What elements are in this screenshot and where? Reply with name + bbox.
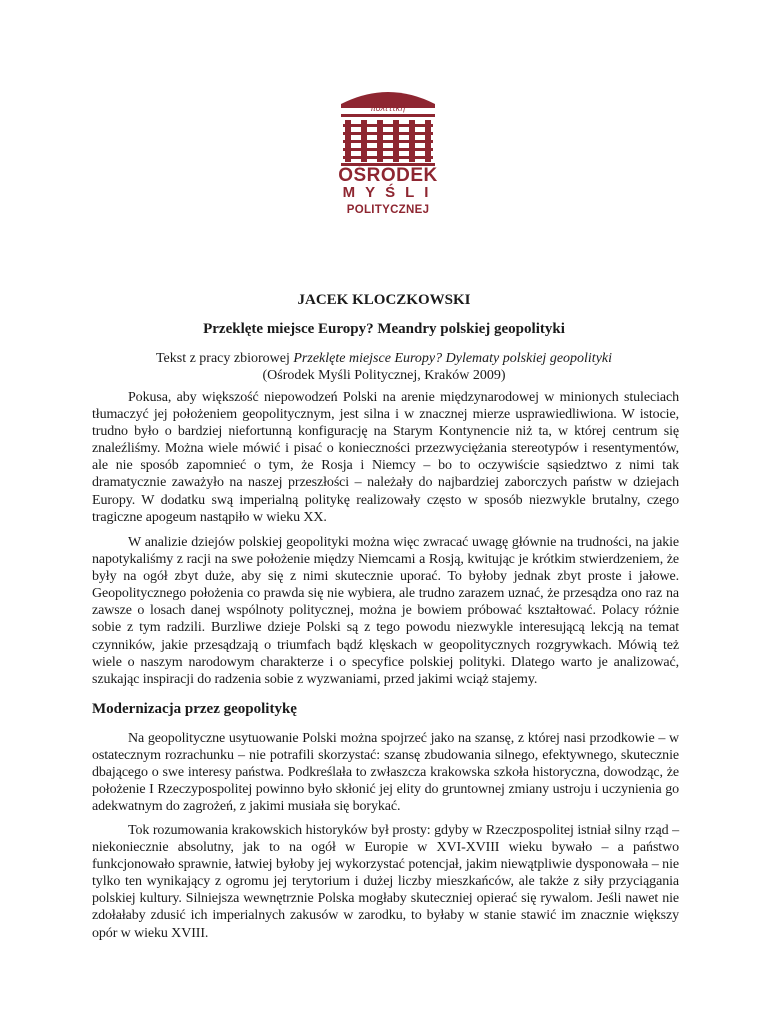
body-paragraph-3 <box>92 730 679 815</box>
source-publisher: (Ośrodek Myśli Politycznej, Kraków 2009) <box>262 368 506 383</box>
paragraph-text: W analizie dziejów polskiej geopolityki można więc zwracać uwagę głównie na trudności, na jakie napotykaliśmy z racji na swe położenie między Niemcami a Rosją, kwitując je krótkim stwierdzeniem, że były na ogół zbyt duże, aby się z nimi skutecznie uporać. To byłoby jednak zbyt proste i jałowe. Geopolitycznego położenia co prawda się nie wybiera, ale trudno zarazem uznać, że przesądza ono raz na zawsze o losach danej wspólnoty politycznej, można je bowiem próbować kształtować. Polacy różnie sobie z tym radzili. Burzliwe dzieje Polski są z tego powodu niezwykle interesującą lekcją na temat czynników, jakie przesądzają o triumfach bądź klęskach w geopolitycznych rozgrywkach. Mówią też wiele o naszym narodowym charakterze i o specyfice polskiej polityki. Dlatego warto je analizować, szukając inspiracji do radzenia sobie z wyzwaniami, przed jakimi wciąż stajemy. <box>92 535 679 687</box>
source-note <box>0 350 768 384</box>
source-prefix: Tekst z pracy zbiorowej <box>155 351 294 366</box>
author-name: JACEK KLOCZKOWSKI <box>297 292 471 308</box>
logo-line-osrodek: OŚRODEK <box>338 165 438 186</box>
document-title: Przeklęte miejsce Europy? Meandry polskiej geopolityki <box>203 321 565 337</box>
section-heading: Modernizacja przez geopolitykę <box>92 701 297 717</box>
body-paragraph-1 <box>92 389 679 526</box>
logo-temple-icon <box>337 84 439 168</box>
paragraph-text: Pokusa, aby większość niepowodzeń Polski na arenie międzynarodowej w minionych stuleciach tłumaczyć jej położeniem geopolitycznym, jest silna i w znacznej mierze usprawiedliwiona. W istocie, trudno było o bardziej niefortunną konfigurację na Starym Kontynencie niż ta, w której centrum się znaleźliśmy. Można wiele mówić i pisać o konieczności przezwyciężania stereotypów i resentymentów, ale nie sposób zapomnieć o tym, że Rosja i Niemcy – bo to oczywiście sąsiedztwo z nimi tak dramatycznie zaważyło na naszej przeszłości – należały do najbardziej zaborczych państw w dziejach Europy. W dodatku swą imperialną politykę realizowały często w sposób niezwykle brutalny, czego tragiczne apogeum nastąpiło w wieku XX. <box>92 390 679 525</box>
body-paragraph-4 <box>92 822 679 942</box>
logo-band-text: πολιτική <box>370 104 406 113</box>
logo-line-mysli: MYŚLI <box>342 184 439 201</box>
paragraph-text: Tok rozumowania krakowskich historyków był prosty: gdyby w Rzeczpospolitej istniał silny rząd – niekoniecznie absolutny, jak to na ogół w Europie w XVI-XVIII wieku bywało – a państwo funkcjonowało sprawnie, łatwiej byłoby jej wykorzystać potencjał, jakim niewątpliwie dysponowała – nie tylko ten wynikający z ogromu jej terytorium i dużej liczby mieszkańców, ale także z siły przyciągania polskiej kultury. Silniejsza wewnętrznie Polska mogłaby skuteczniej opierać się rywalom. Jeśli nawet nie zdołałaby zdusić ich imperialnych zakusów w zarodku, to byłaby w stanie stawić im znacznie większy opór w wieku XVIII. <box>92 823 679 941</box>
osrodek-logo <box>337 84 439 218</box>
paragraph-text: Na geopolityczne usytuowanie Polski można spojrzeć jako na szansę, z której nasi przodkowie – w ostatecznym rozrachunku – nie potrafili skorzystać: szansę zbudowania silnego, efektywnego, skutecznie dbającego o swe interesy państwa. Podkreślała to zwłaszcza krakowska szkoła historyczna, dowodząc, że położenie I Rzeczypospolitej powinno było skłonić jej elity do gruntownej zmiany ustroju i uczynienia go adekwatnym do zagrożeń, z jakimi musiała się borykać. <box>92 731 679 815</box>
logo-line-politycznej: POLITYCZNEJ <box>346 204 430 216</box>
body-paragraph-2 <box>92 534 679 688</box>
source-book-title: Przeklęte miejsce Europy? Dylematy polskiej geopolityki <box>293 351 613 366</box>
